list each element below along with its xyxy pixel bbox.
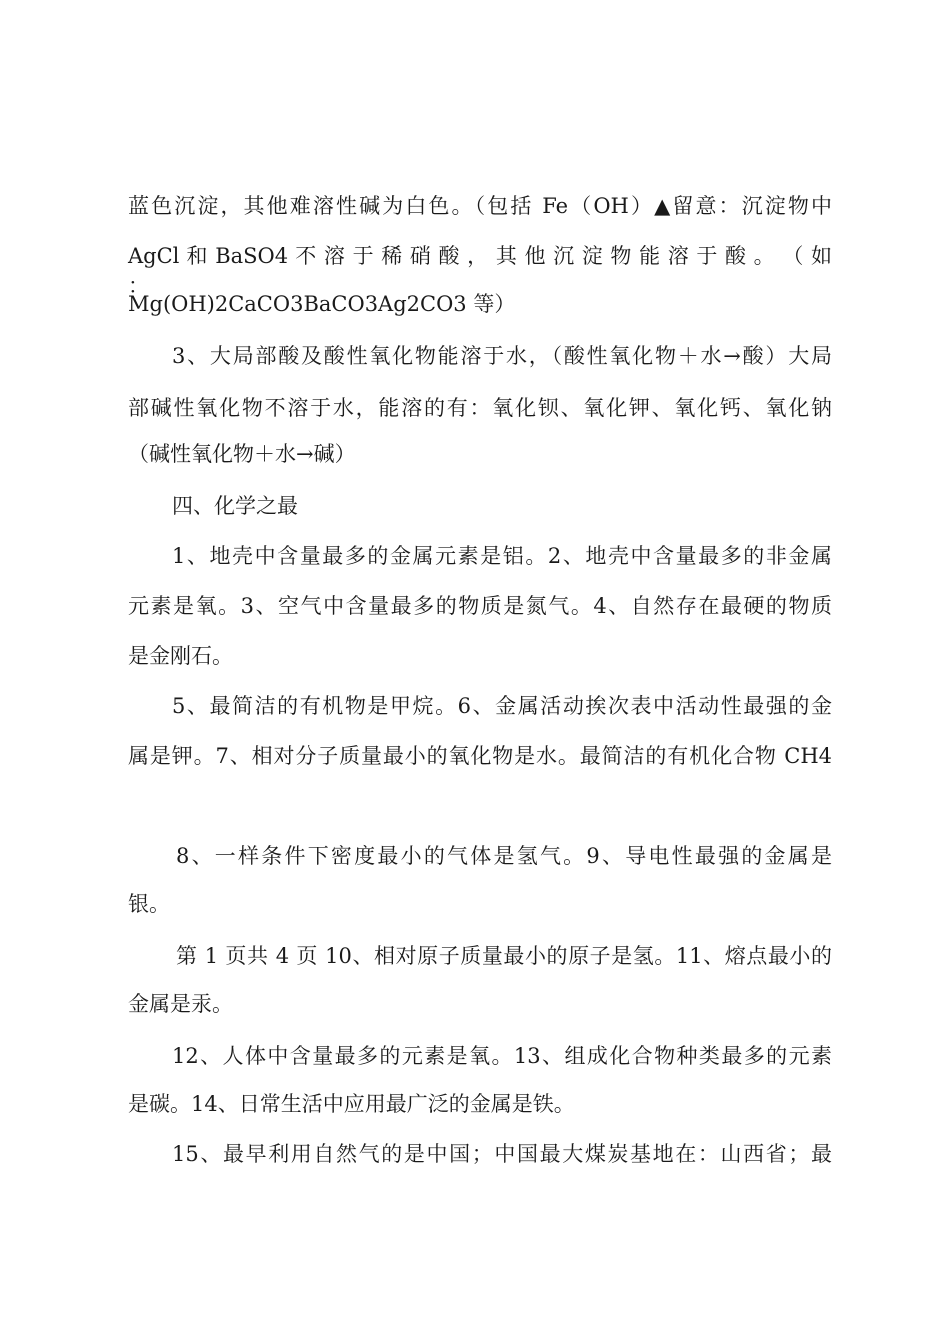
text-line: 1、地壳中含量最多的金属元素是铝。2、地壳中含量最多的非金属 — [172, 544, 832, 568]
text-line: 5、最简洁的有机物是甲烷。6、金属活动挨次表中活动性最强的金 — [172, 694, 832, 718]
text-line: 8、一样条件下密度最小的气体是氢气。9、导电性最强的金属是 — [176, 844, 832, 868]
section-heading: 四、化学之最 — [172, 494, 298, 518]
text-line: AgCl 和 BaSO4 不 溶 于 稀 硝 酸 ， 其 他 沉 淀 物 能 溶 于 酸 。 （ 如 ： — [128, 244, 832, 298]
text-line: 是金刚石。 — [128, 644, 233, 668]
text-line: 第 1 页共 4 页 10、相对原子质量最小的原子是氢。11、熔点最小的 — [176, 944, 832, 968]
text-line: 属是钾。7、相对分子质量最小的氧化物是水。最简洁的有机化合物 CH4 — [128, 744, 832, 768]
text-line: 3、大局部酸及酸性氧化物能溶于水，（酸性氧化物＋水→酸）大局 — [172, 344, 832, 368]
text-line: 蓝色沉淀，其他难溶性碱为白色。（包括 Fe（OH）▲留意：沉淀物中 — [128, 194, 832, 218]
text-line: 15、最早利用自然气的是中国；中国最大煤炭基地在：山西省；最 — [172, 1142, 832, 1166]
text-line: 银。 — [128, 892, 170, 916]
text-line: 元素是氧。3、空气中含量最多的物质是氮气。4、自然存在最硬的物质 — [128, 594, 832, 618]
text-line: 是碳。14、日常生活中应用最广泛的金属是铁。 — [128, 1092, 575, 1116]
text-line: 12、人体中含量最多的元素是氧。13、组成化合物种类最多的元素 — [172, 1044, 832, 1068]
text-line: Mg(OH)2CaCO3BaCO3Ag2CO3 等） — [128, 292, 516, 316]
text-line: 金属是汞。 — [128, 992, 233, 1016]
text-line: （碱性氧化物＋水→碱） — [128, 442, 356, 466]
text-line: 部碱性氧化物不溶于水，能溶的有：氧化钡、氧化钾、氧化钙、氧化钠 — [128, 396, 832, 420]
